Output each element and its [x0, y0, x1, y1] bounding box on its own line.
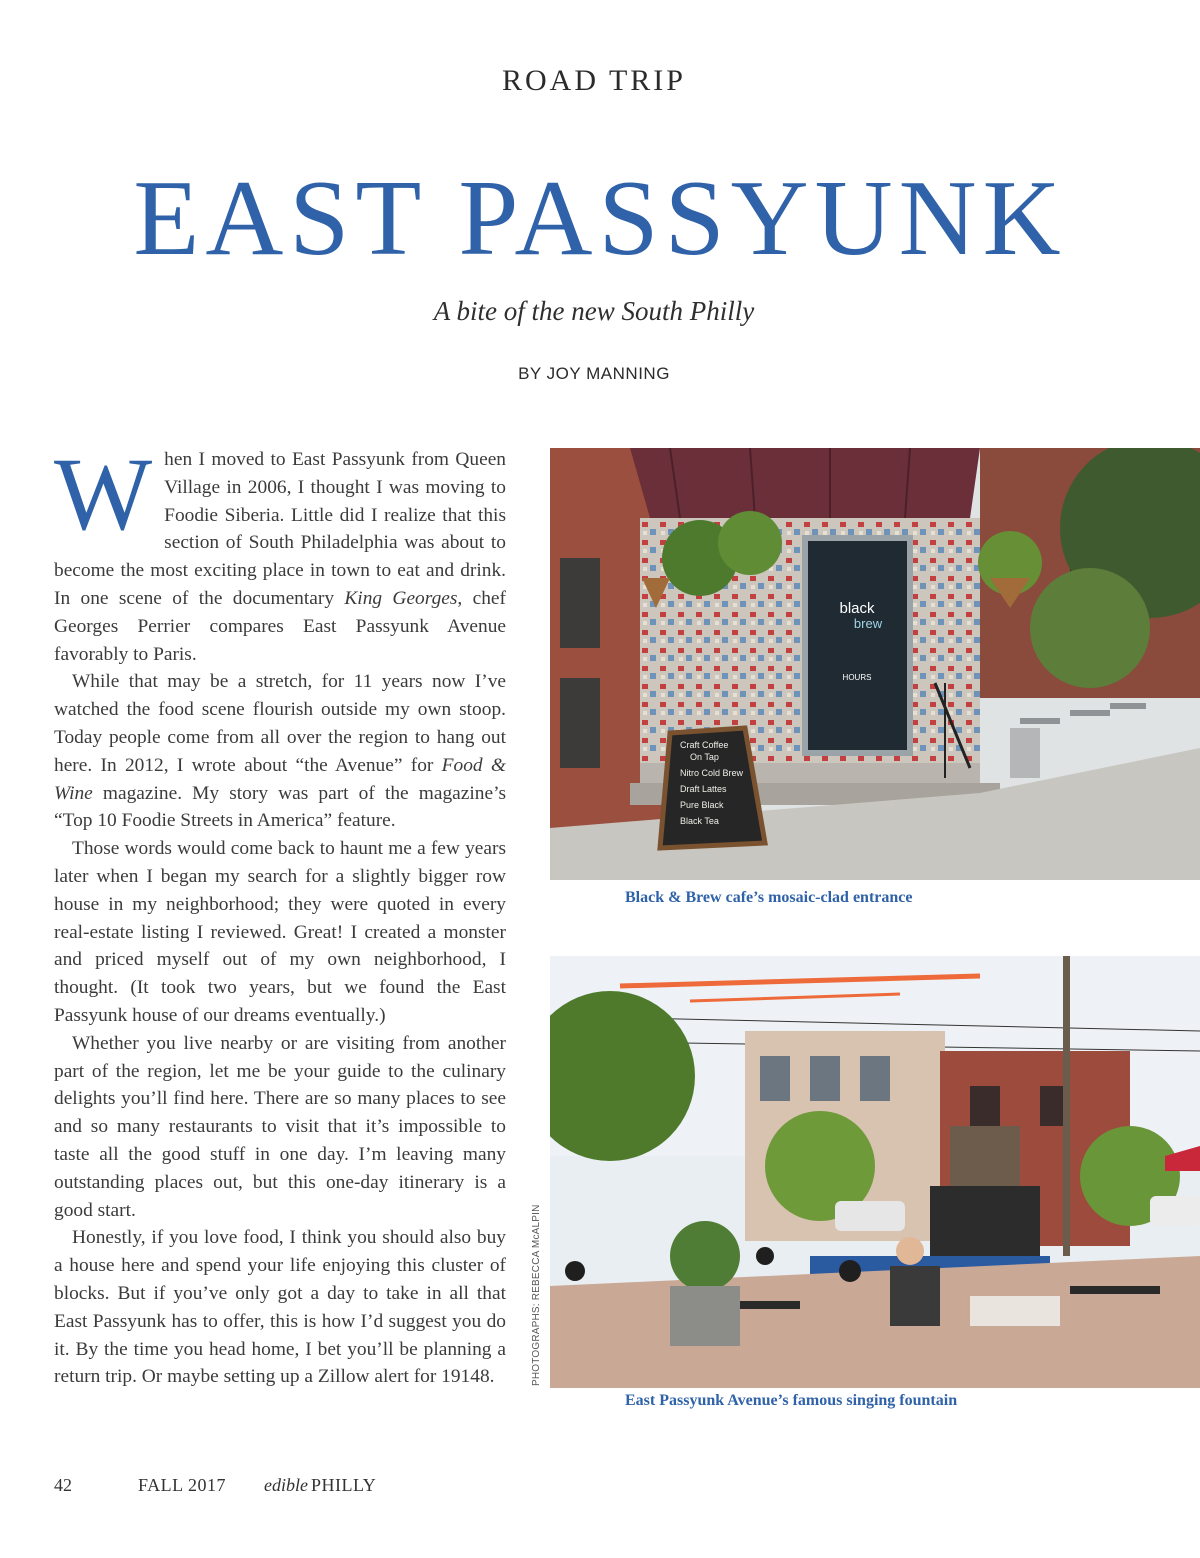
photo-credit: PHOTOGRAPHS: REBECCA McALPIN [531, 1204, 542, 1386]
paragraph-4: Whether you live nearby or are visiting from another part of the region, let me be your guide to the culinary delights you’ll find here. There are so many places to see and so many restaurants to visit that it’s impossible to taste all the good stuff in one day. I’m leaving many outstanding places out, but this one-day itinerary is a good start. [54, 1032, 506, 1221]
cafe-sign-text-1: black [839, 600, 875, 617]
article-subtitle: A bite of the new South Philly [433, 296, 755, 326]
fountain-photo [550, 956, 1200, 1388]
italic-title: Food & Wine [54, 754, 506, 804]
cafe-sign-text-2: brew [853, 616, 883, 631]
cafe-photo [550, 448, 1200, 880]
text-run: hen I moved to East Passyunk from Queen Village in 2006, I thought I was moving to Foodie Siberia. Little did I realize that this section of South Philadelphia was about to become the most exciting place in town to eat and drink. In one scene of the documentary [54, 449, 506, 609]
paragraph-2 [54, 668, 506, 835]
svg-text:Pure Black: Pure Black [680, 800, 724, 810]
byline: BY JOY MANNING [518, 364, 670, 383]
cafe-door-text: HOURS [842, 673, 872, 682]
svg-text:On Tap: On Tap [690, 752, 719, 762]
italic-title: King Georges [344, 587, 458, 609]
issue-label: FALL 2017 [138, 1475, 226, 1495]
text-run: While that may be a stretch, for 11 years now I’ve watched the food scene flourish outside my own stoop. Today people come from all over the region to hang out here. In 2012, I wrote about “the Avenue” for [54, 671, 506, 776]
paragraph-3: Those words would come back to haunt me a few years later when I began my search for a slightly bigger row house in my neighborhood; they were quoted in every real-estate listing I reviewed. Great! I created a monster and priced myself out of my own neighborhood, I thought. (It took two years, but we found the East Passyunk house of our dreams eventually.) [54, 838, 506, 1026]
fountain-photo-caption: East Passyunk Avenue’s famous singing fountain [625, 1392, 958, 1409]
section-label: ROAD TRIP [502, 64, 686, 97]
text-run: magazine. My story was part of the magazine’s “Top 10 Foodie Streets in America” feature. [54, 782, 506, 832]
cafe-photo-caption: Black & Brew cafe’s mosaic-clad entrance [625, 889, 913, 906]
page-number: 42 [54, 1475, 72, 1495]
publication-name-italic: edible [264, 1475, 308, 1495]
svg-text:Black Tea: Black Tea [680, 816, 719, 826]
svg-text:Draft Lattes: Draft Lattes [680, 784, 727, 794]
paragraph-1 [54, 437, 506, 668]
text-run: , chef Georges Perrier compares East Passyunk Avenue favorably to Paris. [54, 587, 506, 665]
article-body [54, 437, 506, 1391]
dropcap: W [54, 437, 153, 552]
publication-name: PHILLY [311, 1475, 377, 1495]
article-title: EAST PASSYUNK [133, 159, 1067, 278]
paragraph-5: Honestly, if you love food, I think you should also buy a house here and spend your life enjoying this cluster of blocks. But if you’ve only got a day to take in all that East Passyunk has to offer, this is how I’d suggest you do it. By the time you head home, I bet you’ll be planning a return trip. Or maybe setting up a Zillow alert for 19148. [54, 1227, 506, 1388]
svg-text:Nitro Cold Brew: Nitro Cold Brew [680, 768, 744, 778]
svg-text:Craft Coffee: Craft Coffee [680, 740, 729, 750]
